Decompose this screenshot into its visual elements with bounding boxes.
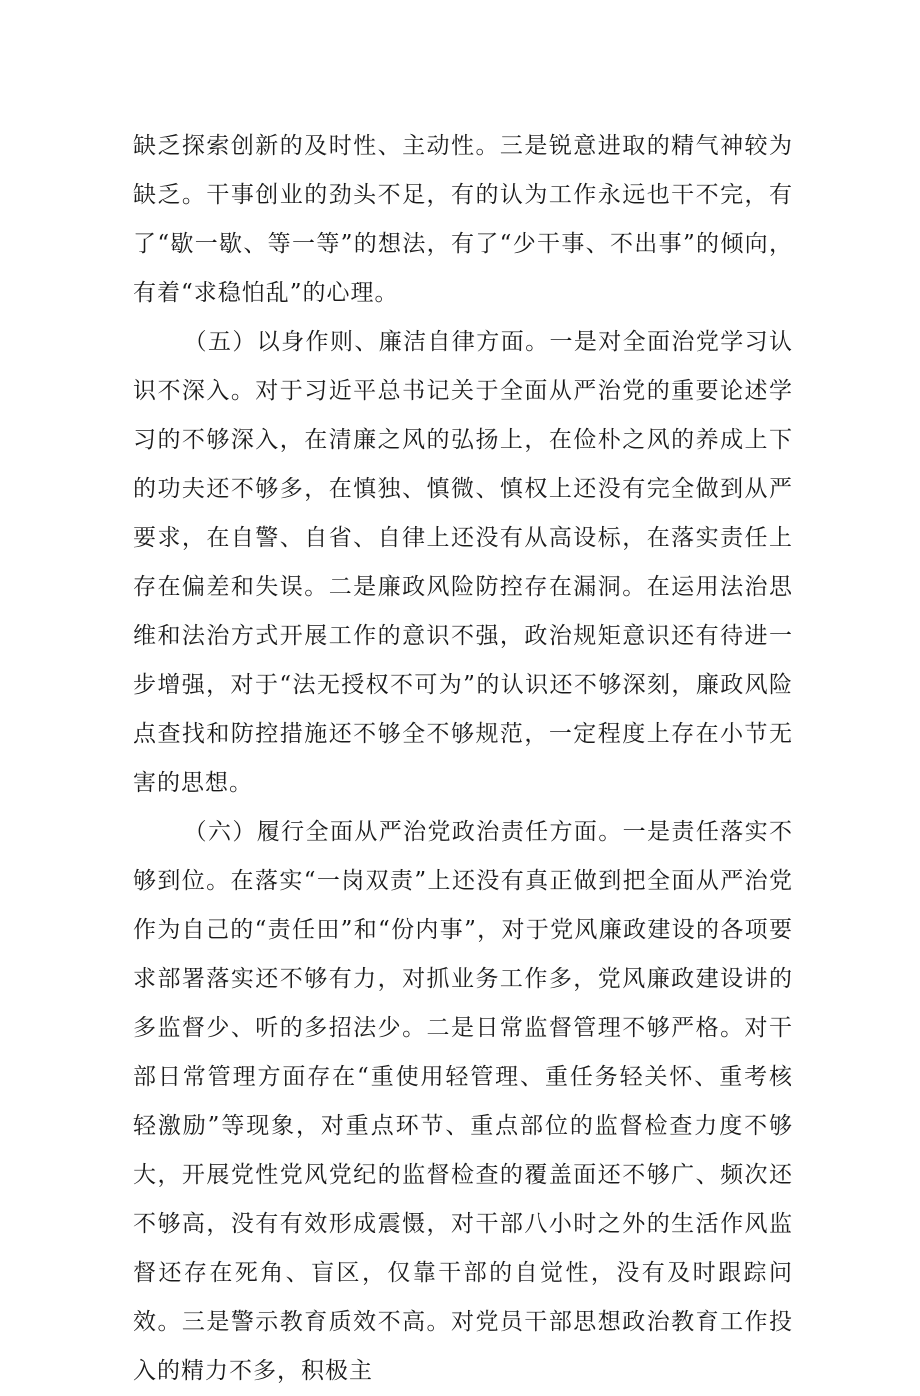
paragraph-section-six: （六）履行全面从严治党政治责任方面。一是责任落实不够到位。在落实“一岗双责”上还没有真正做到把全面从严治党作为自己的“责任田”和“份内事”，对于党风廉政建设的各项要求部署落实还不够有力，对抓业务工作多，党风廉政建设讲的多监督少、听的多招法少。二是日常监督管理不够严格。对干部日常管理方面存在“重使用轻管理、重任务轻关怀、重考核轻激励”等现象，对重点环节、重点部位的监督检查力度不够大，开展党性党风党纪的监督检查的覆盖面还不够广、频次还不够高，没有有效形成震慑，对干部八小时之外的生活作风监督还存在死角、盲区，仅靠干部的自觉性，没有及时跟踪问效。三是警示教育质效不高。对党员干部思想政治教育工作投入的精力不多，积极主 <box>133 819 793 1384</box>
paragraph-section-five: （五）以身作则、廉洁自律方面。一是对全面治党学习认识不深入。对于习近平总书记关于全面从严治党的重要论述学习的不够深入，在清廉之风的弘扬上，在俭朴之风的养成上下的功夫还不够多，在慎独、慎微、慎权上还没有完全做到从严要求，在自警、自省、自律上还没有从高设标，在落实责任上存在偏差和失误。二是廉政风险防控存在漏洞。在运用法治思维和法治方式开展工作的意识不强，政治规矩意识还有待进一步增强，对于“法无授权不可为”的认识还不够深刻，廉政风险点查找和防控措施还不够全不够规范，一定程度上存在小节无害的思想。 <box>133 329 793 796</box>
document-body <box>133 122 793 1396</box>
paragraph-continuation: 缺乏探索创新的及时性、主动性。三是锐意进取的精气神较为缺乏。干事创业的劲头不足，有的认为工作永远也干不完，有了“歇一歇、等一等”的想法，有了“少干事、不出事”的倾向，有着“求稳怕乱”的心理。 <box>133 133 793 306</box>
